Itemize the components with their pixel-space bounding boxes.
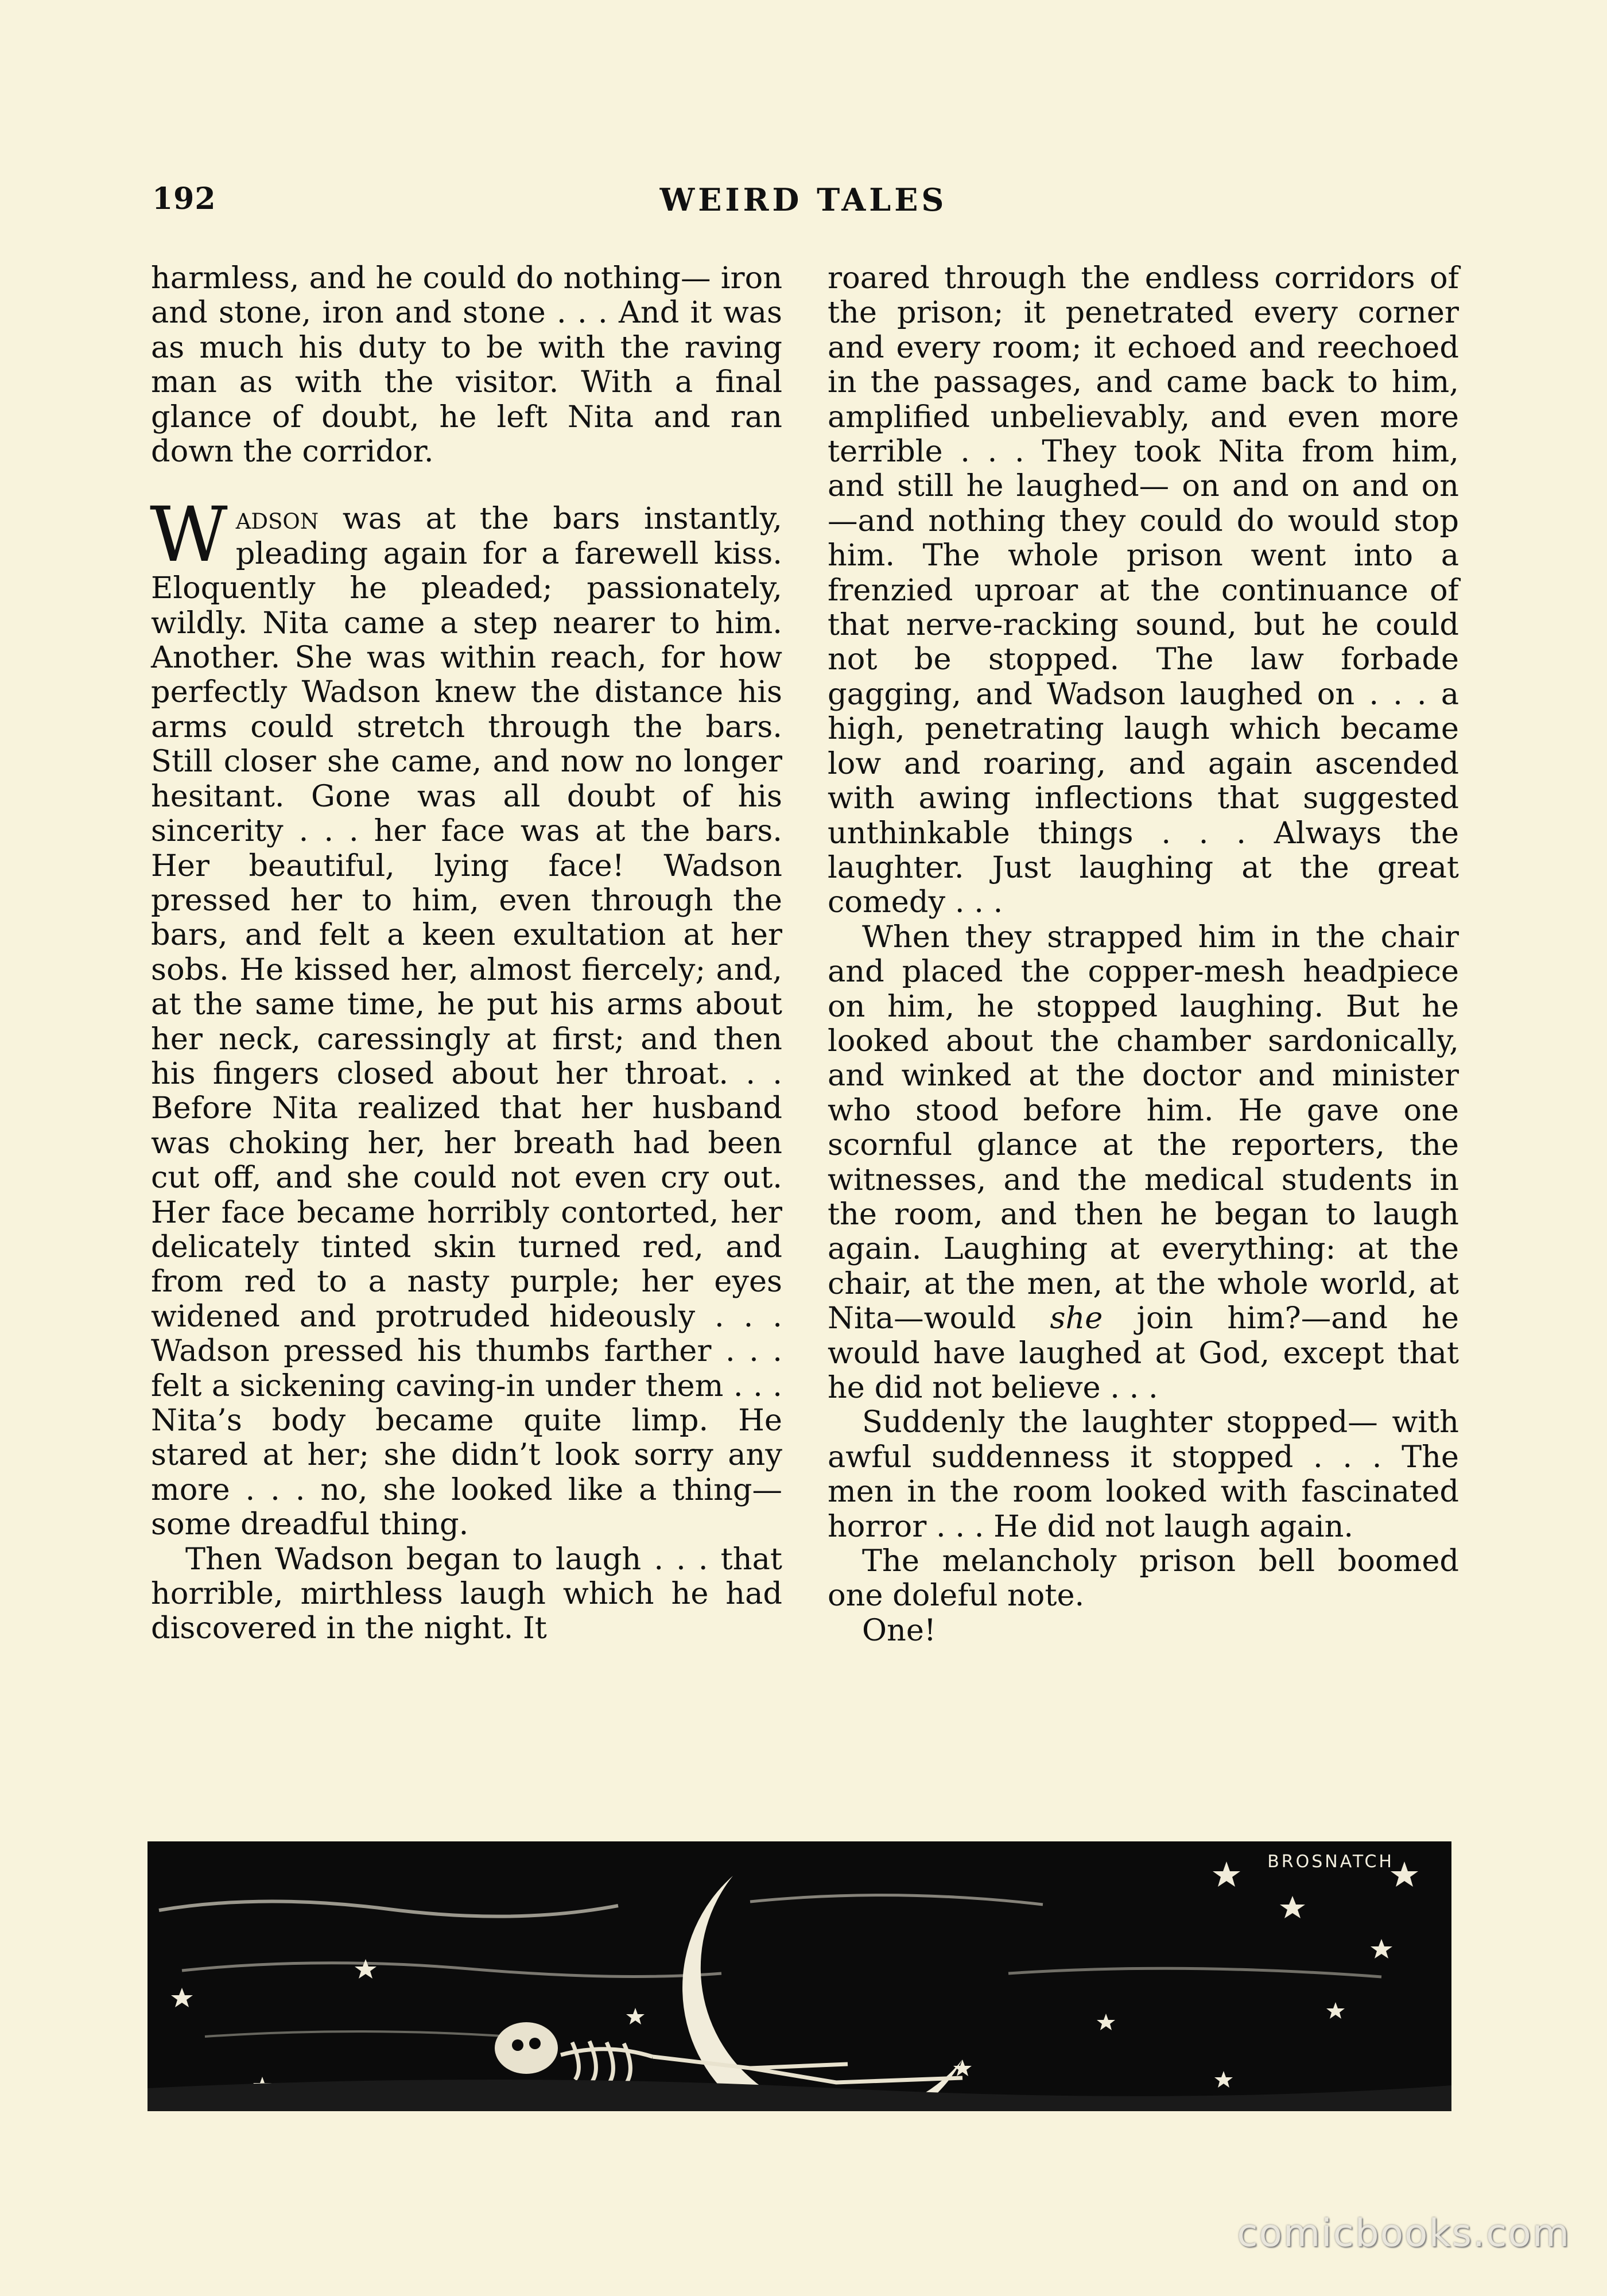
paragraph-text: was at the bars instantly, pleading again for a farewell kiss. Eloquently he pleaded; passionately, wildly. Nita came a step nearer to him. Another. She was within reach, for how perfectly Wadson knew the distance his arms could stretch through the bars. Still closer she came, and now no longer hesitant. Gone was all doubt of his sincerity . . . her face was at the bars. Her beautiful, lying face! Wadson pressed her to him, even through the bars, and felt a keen exultation at her sobs. He kissed her, almost fiercely; and, at the same time, he put his arms about her neck, caressingly at first; and then his fingers closed about her throat. . . Before Nita realized that her husband was choking her, her breath had been cut off, and she could not even cry out. Her face became horribly contorted, her delicately tinted skin turned red, and from red to a nasty purple; her eyes widened and protruded hideously . . . Wadson pressed his thumbs farther . . . felt a sickening caving-in under them . . . Nita’s body became quite limp. He stared at her; she didn’t look sorry any more . . . no, she looked like a thing—some dreadful thing. [151, 501, 782, 1542]
right-column [828, 261, 1459, 1648]
watermark: comicbooks.com [1237, 2211, 1570, 2255]
italic-word: she [1050, 1301, 1103, 1336]
running-head: WEIRD TALES [659, 181, 948, 218]
paragraph: roared through the endless corridors of the prison; it penetrated every corner and every room; it echoed and reechoed in the passages, and came back to him, amplified unbelievably, and even more terrible . . . They took Nita from him, and still he laughed— on and on and on—and nothing they could do would stop him. The whole prison went into a frenzied uproar at the continuance of that nerve-racking sound, but he could not be stopped. The law forbade gagging, and Wadson laughed on . . . a high, penetrating laugh which became low and roaring, and again ascended with awing inflections that suggested unthinkable things . . . Always the laughter. Just laughing at the great comedy . . . [828, 261, 1459, 920]
left-column [151, 261, 782, 1646]
paragraph: harmless, and he could do nothing— iron and stone, iron and stone . . . And it was as much his duty to be with the raving man as with the visitor. With a final glance of doubt, he left Nita and ran down the corridor. [151, 261, 782, 470]
paragraph-text: join him?—and he would have laughed at God, except that he did not believe . . . [828, 1301, 1459, 1405]
paragraph [828, 920, 1459, 1406]
paragraph: Then Wadson began to laugh . . . that horrible, mirthless laugh which he had discovered in the night. It [151, 1541, 782, 1646]
small-caps-lead: adson [235, 501, 319, 537]
page-number: 192 [152, 181, 216, 216]
paragraph: The melancholy prison bell boomed one doleful note. [828, 1543, 1459, 1614]
paragraph: Suddenly the laughter stopped— with awful suddenness it stopped . . . The men in the room looked with fascinated horror . . . He did not laugh again. [828, 1405, 1459, 1544]
night-sky-crescent-moon-skeleton-icon [147, 1841, 1451, 2111]
drop-cap: W [150, 491, 228, 580]
end-illustration [147, 1841, 1451, 2111]
paragraph [150, 491, 782, 1542]
paragraph-text: When they strapped him in the chair and placed the copper-mesh headpiece on him, he stopped laughing. But he looked about the chamber sardonically, and winked at the doctor and minister who stood before him. He gave one scornful glance at the reporters, the witnesses, and the medical students in the room, and then he began to laugh again. Laughing at everything: at the chair, at the men, at the whole world, at Nita—would [828, 919, 1459, 1336]
paragraph: One! [862, 1612, 937, 1648]
artist-signature: BROSNATCH [1267, 1852, 1394, 1872]
